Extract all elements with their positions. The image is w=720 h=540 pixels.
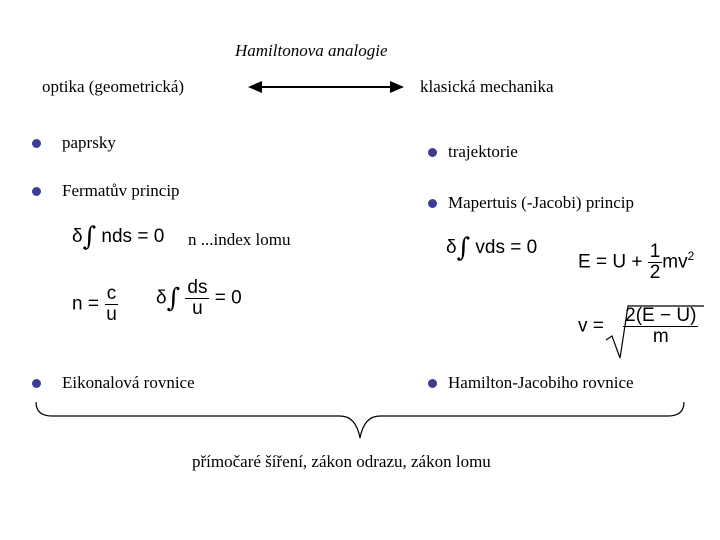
equation-lhs: n =: [72, 293, 99, 315]
fraction: [104, 284, 119, 325]
fermat-alt-equation: [156, 278, 242, 319]
summary-text: přímočaré šíření, zákon odrazu, zákon lomu: [192, 452, 491, 471]
left-item-rays: paprsky: [62, 133, 116, 152]
bullet-icon: [428, 379, 437, 388]
numerator: 2(E − U): [625, 305, 697, 326]
delta-symbol: δ: [72, 226, 83, 248]
numerator: ds: [187, 277, 208, 298]
numerator: c: [106, 283, 117, 304]
equation-lhs: v =: [578, 315, 604, 337]
bullet-icon: [428, 199, 437, 208]
right-item-trajectory: trajektorie: [448, 142, 518, 161]
denominator: m: [652, 325, 669, 347]
summary-brace: [36, 402, 684, 438]
left-header: optika (geometrická): [42, 77, 185, 96]
double-arrow: [248, 81, 404, 93]
bullet-icon: [32, 379, 41, 388]
numerator: 1: [649, 241, 661, 262]
right-item-maupertuis: Mapertuis (-Jacobi) princip: [448, 193, 634, 212]
page-title: Hamiltonova analogie: [235, 41, 388, 60]
right-item-hamilton-jacobi: Hamilton-Jacobiho rovnice: [448, 373, 634, 392]
denominator: u: [106, 303, 117, 325]
left-item-eikonal: Eikonalová rovnice: [62, 373, 195, 392]
fermat-equation: [72, 222, 164, 252]
left-item-fermat: Fermatův princip: [62, 181, 180, 200]
integral-symbol: ∫: [166, 283, 181, 314]
fraction: [185, 278, 209, 319]
integral-symbol: ∫: [82, 222, 97, 252]
equation-rhs: mv: [662, 251, 688, 273]
exponent: 2: [687, 249, 695, 264]
delta-symbol: δ: [446, 237, 457, 259]
bullet-icon: [428, 148, 437, 157]
index-note: n ...index lomu: [188, 230, 291, 249]
delta-symbol: δ: [156, 287, 167, 309]
fraction: [623, 306, 698, 347]
bullet-icon: [32, 139, 41, 148]
energy-equation: [578, 242, 694, 283]
maupertuis-equation: [446, 233, 537, 263]
equation-lhs: E = U +: [578, 251, 643, 273]
fraction: [648, 242, 663, 283]
right-header: klasická mechanika: [420, 77, 554, 96]
index-equation: [72, 284, 119, 325]
velocity-equation: [578, 306, 698, 347]
equation-body: nds = 0: [101, 226, 165, 248]
denominator: u: [192, 297, 203, 319]
integral-symbol: ∫: [456, 233, 471, 263]
denominator: 2: [649, 261, 661, 283]
equation-rhs: = 0: [214, 287, 242, 309]
equation-body: vds = 0: [475, 237, 538, 259]
bullet-icon: [32, 187, 41, 196]
